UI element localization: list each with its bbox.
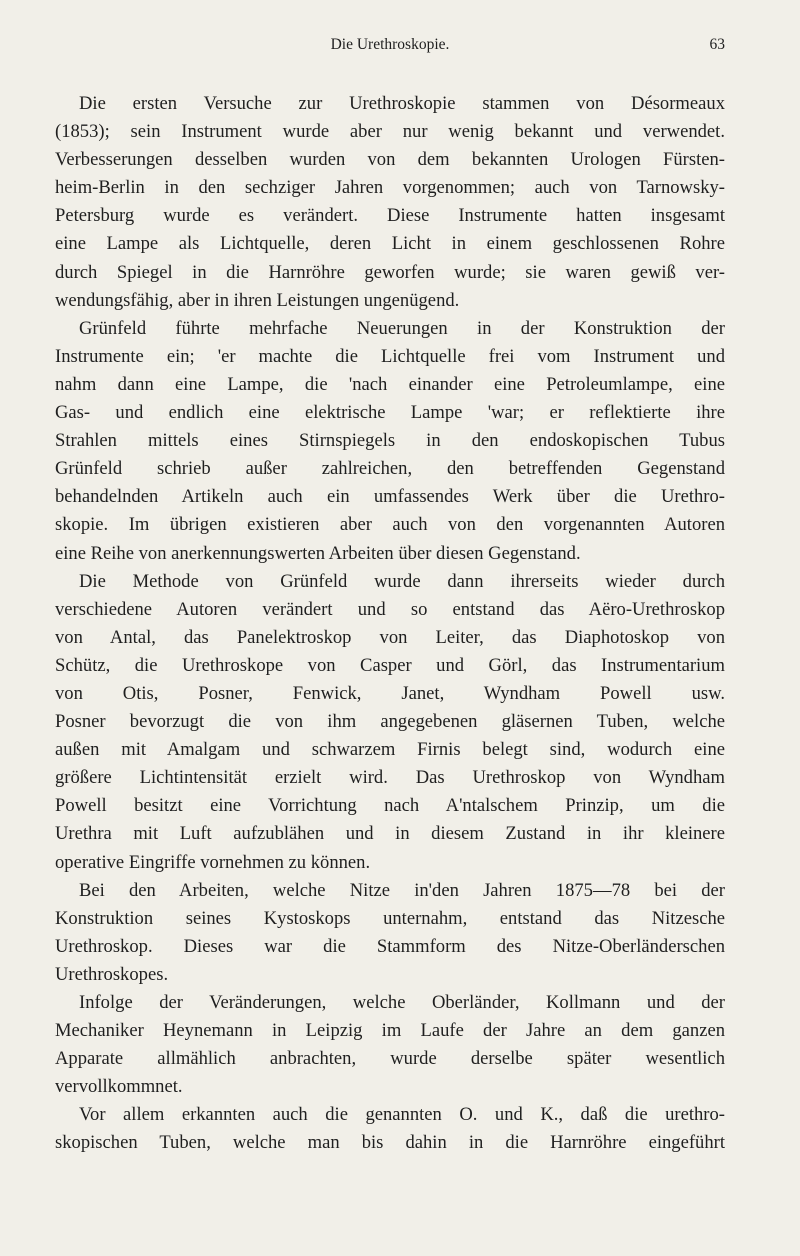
text-line: eine Reihe von anerkennungswerten Arbeiten über diesen Gegenstand. xyxy=(55,542,581,564)
text-line: Grünfeld schrieb außer zahlreichen, den betreffenden Gegenstand xyxy=(55,458,725,480)
text-line: Mechaniker Heynemann in Leipzig im Laufe der Jahre an dem ganzen xyxy=(55,1020,725,1042)
text-line: heim-Berlin in den sechziger Jahren vorgenommen; auch von Tarnowsky- xyxy=(55,177,725,199)
text-line: Urethra mit Luft aufzublähen und in diesem Zustand in ihr kleinere xyxy=(55,823,725,845)
text-line: Petersburg wurde es verändert. Diese Instrumente hatten insgesamt xyxy=(55,205,725,227)
text-line: Strahlen mittels eines Stirnspiegels in den endoskopischen Tubus xyxy=(55,430,725,452)
text-line: Bei den Arbeiten, welche Nitze in'den Jahren 1875—78 bei der xyxy=(79,879,725,901)
page-number: 63 xyxy=(709,36,725,53)
text-line: Konstruktion seines Kystoskops unternahm, entstand das Nitzesche xyxy=(55,907,725,929)
text-line: Schütz, die Urethroskope von Casper und Görl, das Instrumentarium xyxy=(55,654,725,676)
text-line: durch Spiegel in die Harnröhre geworfen wurde; sie waren gewiß ver- xyxy=(55,261,725,283)
text-line: Gas- und endlich eine elektrische Lampe 'war; er reflektierte ihre xyxy=(55,402,725,424)
running-title: Die Urethroskopie. xyxy=(330,36,450,53)
text-line: Apparate allmählich anbrachten, wurde derselbe später wesentlich xyxy=(55,1048,725,1070)
text-line: Urethroskop. Dieses war die Stammform des Nitze-Oberländerschen xyxy=(55,935,725,957)
text-line: behandelnden Artikeln auch ein umfassendes Werk über die Urethro- xyxy=(55,486,725,508)
text-line: Urethroskopes. xyxy=(55,963,169,985)
text-line: Verbesserungen desselben wurden von dem bekannten Urologen Fürsten- xyxy=(55,149,725,171)
text-line: Vor allem erkannten auch die genannten O. und K., daß die urethro- xyxy=(79,1104,725,1126)
text-line: größere Lichtintensität erzielt wird. Das Urethroskop von Wyndham xyxy=(55,767,725,789)
body-text xyxy=(55,90,725,1158)
text-line: operative Eingriffe vornehmen zu können. xyxy=(55,851,371,873)
text-line: vervollkommnet. xyxy=(55,1076,183,1098)
text-line: von Antal, das Panelektroskop von Leiter, das Diaphotoskop von xyxy=(55,626,725,648)
text-line: Die ersten Versuche zur Urethroskopie stammen von Désormeaux xyxy=(79,93,725,114)
text-line: skopischen Tuben, welche man bis dahin in die Harnröhre eingeführt xyxy=(55,1132,725,1154)
text-line: Powell besitzt eine Vorrichtung nach A'ntalschem Prinzip, um die xyxy=(55,795,725,817)
text-line: skopie. Im übrigen existieren aber auch von den vorgenannten Autoren xyxy=(55,514,725,536)
text-line: Grünfeld führte mehrfache Neuerungen in der Konstruktion der xyxy=(79,317,725,339)
running-head xyxy=(55,36,725,60)
text-line: außen mit Amalgam und schwarzem Firnis belegt sind, wodurch eine xyxy=(55,739,725,761)
text-line: Instrumente ein; 'er machte die Lichtquelle frei vom Instrument und xyxy=(55,345,725,367)
text-line: verschiedene Autoren verändert und so entstand das Aëro-Urethroskop xyxy=(55,598,725,620)
text-line: Posner bevorzugt die von ihm angegebenen gläsernen Tuben, welche xyxy=(55,711,725,733)
text-line: eine Lampe als Lichtquelle, deren Licht in einem geschlossenen Rohre xyxy=(55,233,725,255)
text-line: nahm dann eine Lampe, die 'nach einander eine Petroleumlampe, eine xyxy=(55,373,725,395)
text-line: Die Methode von Grünfeld wurde dann ihrerseits wieder durch xyxy=(79,570,725,592)
text-line: wendungsfähig, aber in ihren Leistungen ungenügend. xyxy=(55,289,460,311)
text-line: Infolge der Veränderungen, welche Oberländer, Kollmann und der xyxy=(79,992,725,1013)
text-line: (1853); sein Instrument wurde aber nur wenig bekannt und verwendet. xyxy=(55,121,725,143)
text-line: von Otis, Posner, Fenwick, Janet, Wyndham Powell usw. xyxy=(55,682,725,704)
